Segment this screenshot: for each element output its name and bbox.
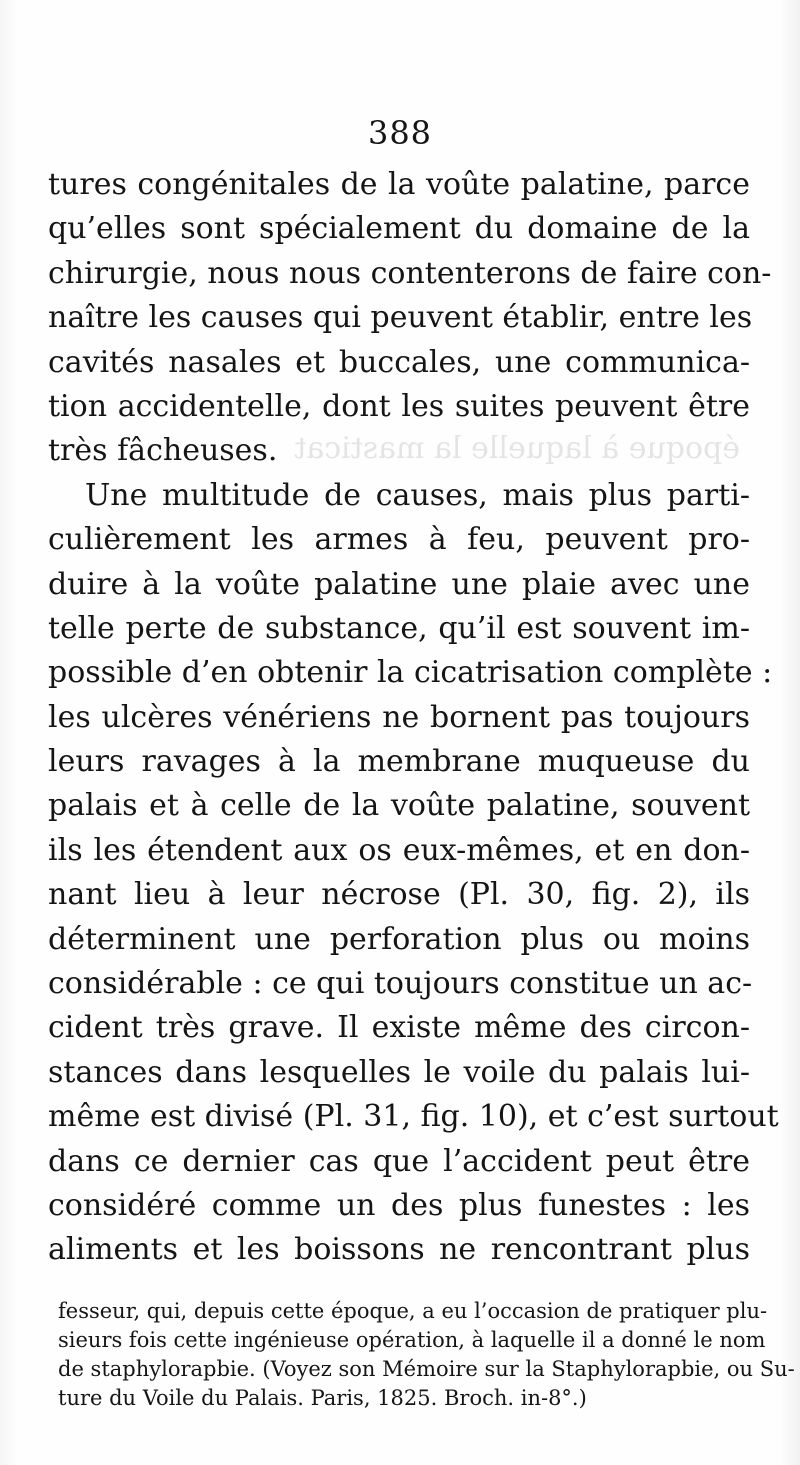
text-line: nant lieu à leur nécrose (Pl. 30, fig. 2), ils xyxy=(48,877,750,913)
text-line: même est divisé (Pl. 31, fig. 10), et c’est surtout xyxy=(48,1099,779,1135)
text-line: culièrement les armes à feu, peuvent pro- xyxy=(48,522,750,558)
text-line: chirurgie, nous nous contenterons de faire con- xyxy=(48,255,772,291)
text-line: qu’elles sont spécialement du domaine de la xyxy=(48,211,750,247)
text-line: cavités nasales et buccales, une communica- xyxy=(48,344,750,380)
text-line: tures congénitales de la voûte palatine, parce xyxy=(48,167,750,202)
text-line: très fâcheuses. xyxy=(48,433,278,469)
footnote xyxy=(58,1297,795,1413)
text-line: telle perte de substance, qu’il est souvent im- xyxy=(48,610,750,646)
text-line: ils les étendent aux os eux-mêmes, et en don- xyxy=(48,832,750,868)
text-line: tion accidentelle, dont les suites peuvent être xyxy=(48,388,750,424)
text-line: considérable : ce qui toujours constitue un ac- xyxy=(48,966,753,1002)
text-line: palais et à celle de la voûte palatine, souvent xyxy=(48,788,750,824)
text-line: Une multitude de causes, mais plus parti- xyxy=(85,477,750,513)
text-line: aliments et les boissons ne rencontrant plus xyxy=(48,1232,750,1268)
text-line: déterminent une perforation plus ou moins xyxy=(48,921,750,957)
main-text-block xyxy=(48,163,779,1273)
text-line: leurs ravages à la membrane muqueuse du xyxy=(48,744,750,780)
text-line: naître les causes qui peuvent établir, entre les xyxy=(48,300,753,336)
text-line: dans ce dernier cas que l’accident peut être xyxy=(48,1143,750,1179)
text-line: cident très grave. Il existe même des circon- xyxy=(48,1010,750,1046)
text-line: les ulcères vénériens ne bornent pas toujours xyxy=(48,699,750,735)
text-line: possible d’en obtenir la cicatrisation complète : xyxy=(48,655,773,691)
footnote-line: de staphylorapbie. (Voyez son Mémoire sur la Staphylorapbie, ou Su- xyxy=(58,1357,795,1381)
footnote-line: ture du Voile du Palais. Paris, 1825. Broch. in-8°.) xyxy=(58,1386,587,1410)
text-line: duire à la voûte palatine une plaie avec une xyxy=(48,566,750,602)
text-line: considéré comme un des plus funestes : les xyxy=(48,1187,750,1223)
footnote-line: fesseur, qui, depuis cette époque, a eu l’occasion de pratiquer plu- xyxy=(58,1299,768,1323)
text-line: stances dans lesquelles le voile du palais lui- xyxy=(48,1054,750,1090)
footnote-line: sieurs fois cette ingénieuse opération, à laquelle il a donné le nom xyxy=(58,1328,766,1352)
page-number: 388 xyxy=(367,114,433,152)
svg-text:époque à laquelle la masticat: époque à laquelle la masticat xyxy=(294,431,740,466)
